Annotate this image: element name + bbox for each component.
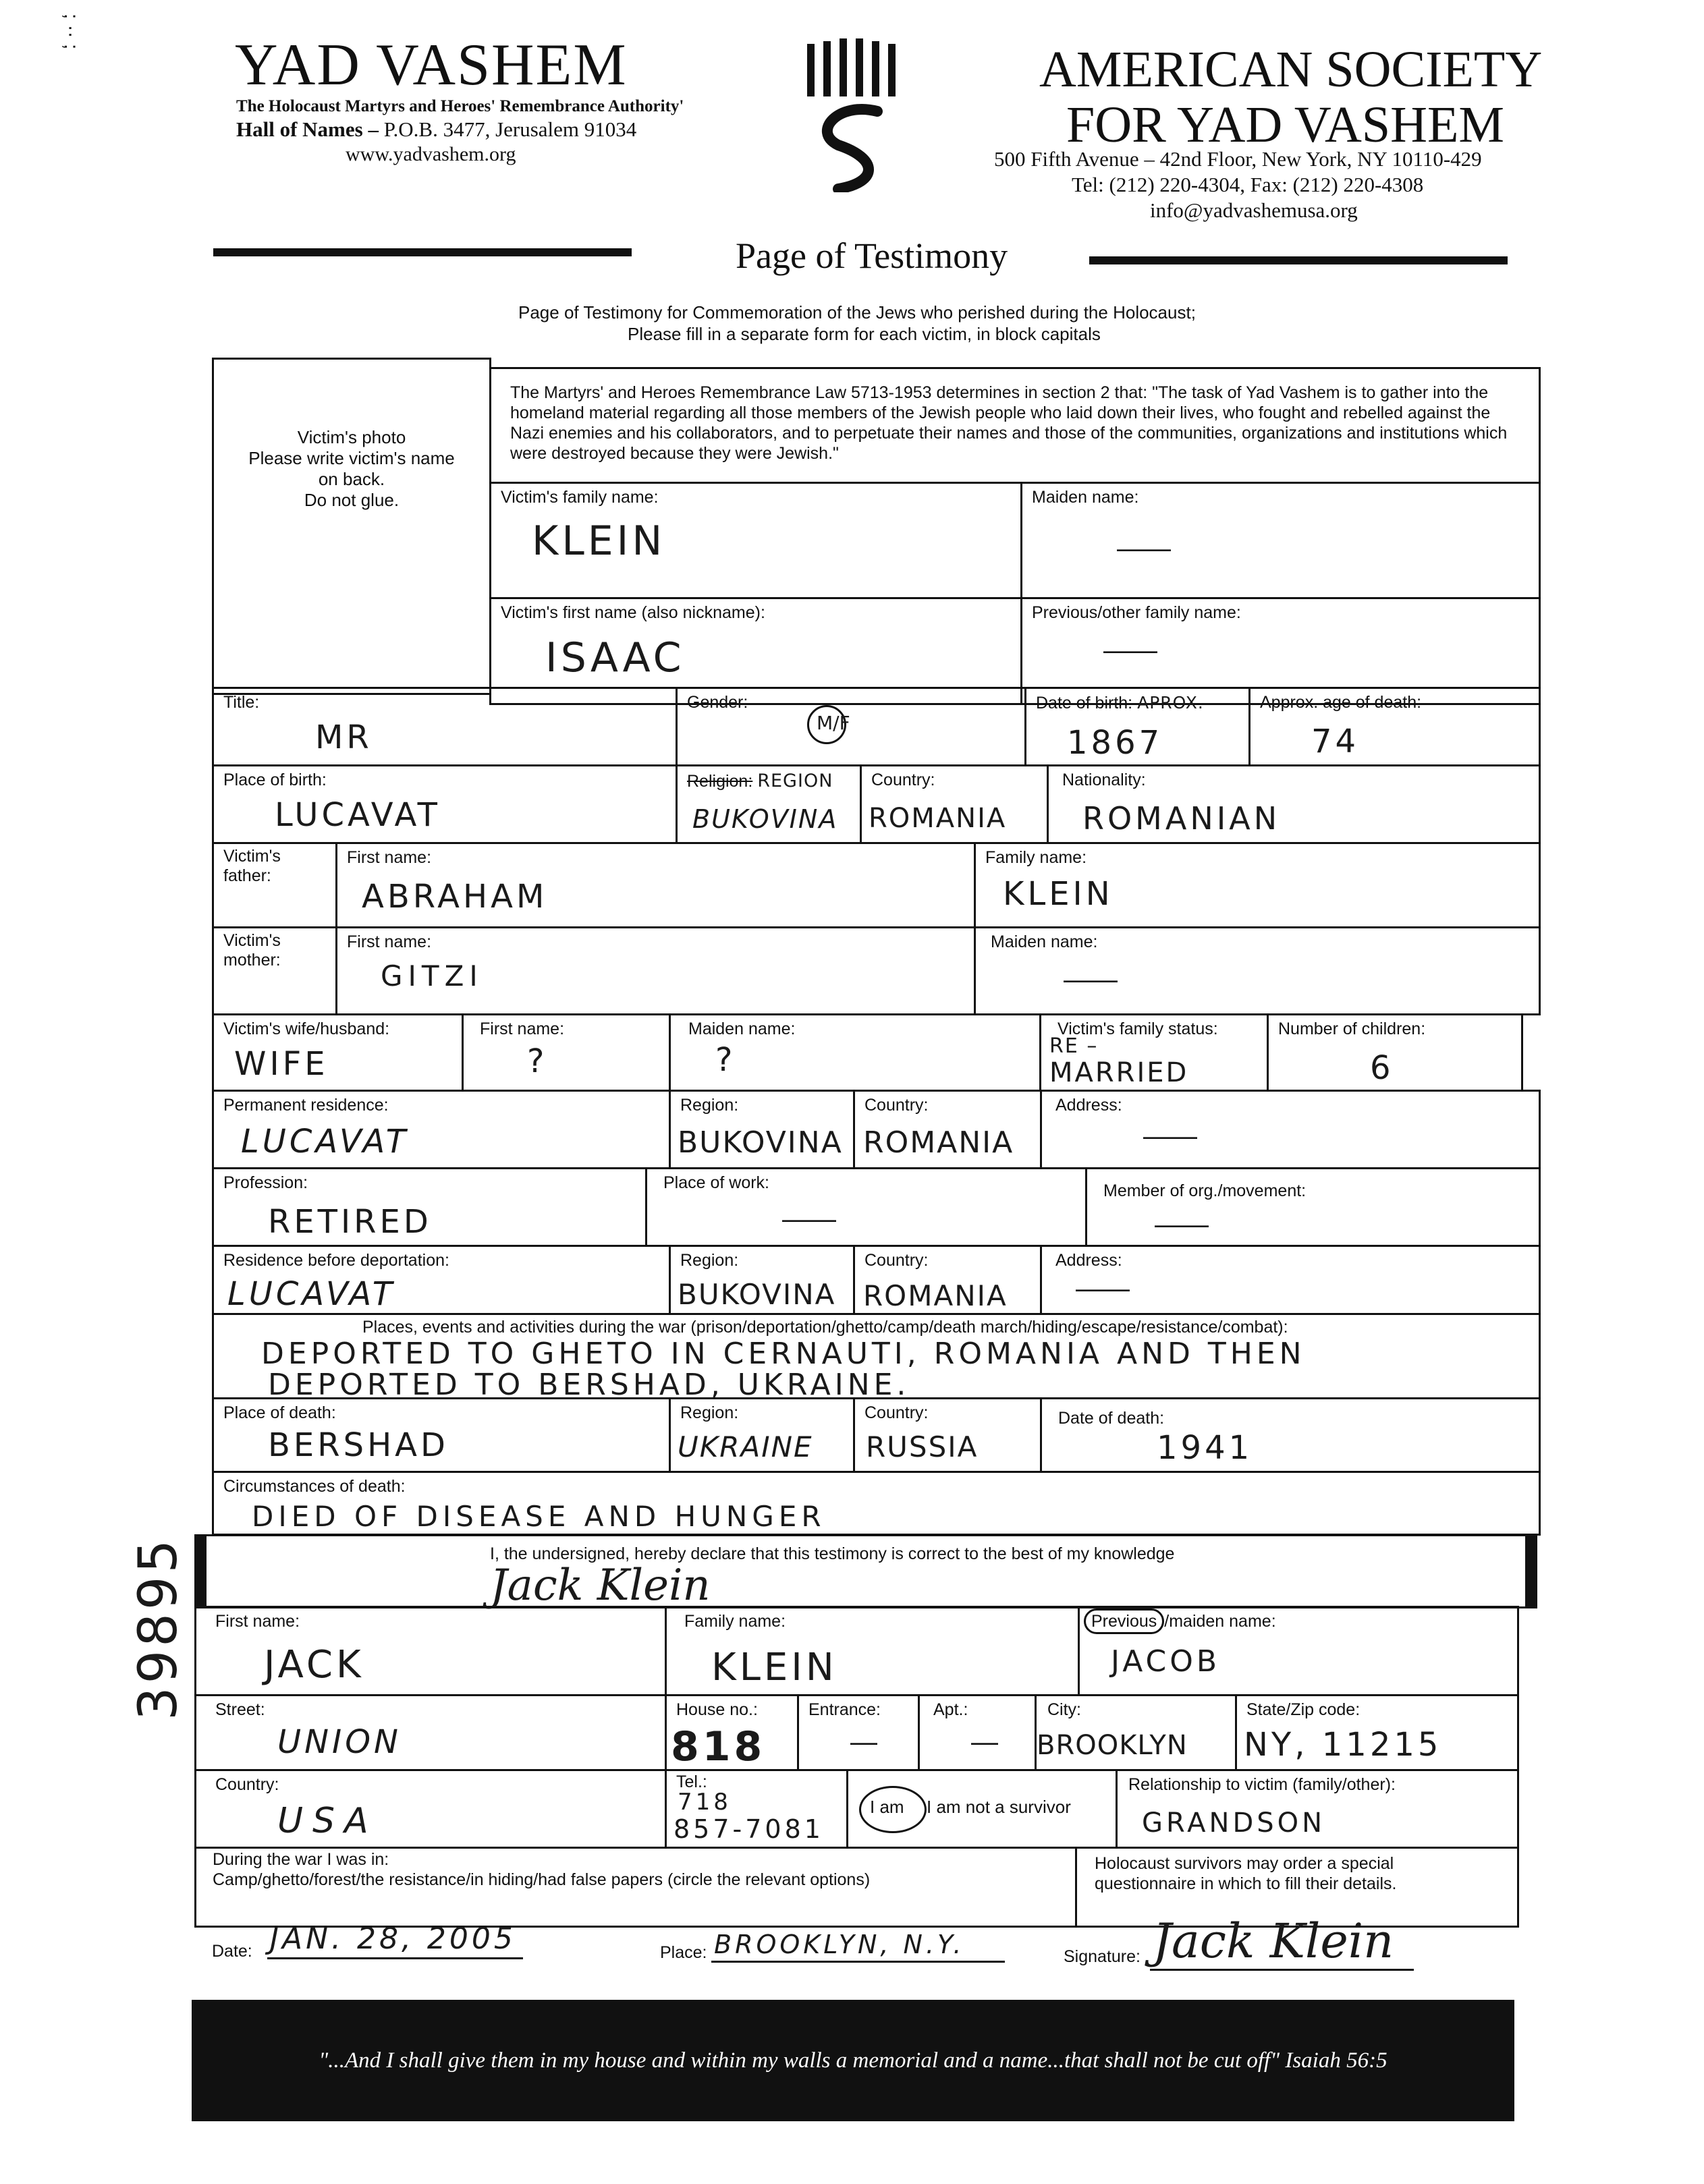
date-of-death-value: 1941	[1157, 1429, 1253, 1467]
death-region-value: UKRAINE	[678, 1430, 813, 1463]
previous-circled-word: Previous	[1084, 1608, 1164, 1634]
mother-label-cell	[212, 926, 337, 1015]
death-country-value: RUSSIA	[866, 1430, 979, 1463]
house-number-value: 818	[671, 1723, 766, 1770]
residence-before-deportation-value: LUCAVAT	[227, 1275, 396, 1313]
residence-before-deportation-field[interactable]	[212, 1245, 671, 1315]
member-of-org-label: Member of org./movement:	[1103, 1181, 1307, 1200]
mother-label	[223, 931, 281, 970]
left-website: www.yadvashem.org	[346, 143, 516, 165]
deportation-address-label: Address:	[1055, 1251, 1122, 1270]
mother-maiden-name-label: Maiden name:	[991, 932, 1098, 951]
residence-region-label: Region:	[680, 1096, 739, 1115]
mother-first-name-value: GITZI	[381, 959, 483, 992]
quote-banner	[192, 2000, 1514, 2121]
victim-family-name-field[interactable]	[489, 482, 1022, 599]
wartime-location-field[interactable]	[194, 1847, 1077, 1928]
submitter-first-name-label: First name:	[215, 1612, 300, 1631]
father-family-name-field[interactable]	[974, 842, 1541, 928]
mother-label-line-2: mother:	[223, 951, 281, 970]
nationality-value: ROMANIAN	[1082, 800, 1281, 837]
city-value: BROOKLYN	[1037, 1730, 1188, 1761]
place-of-work-field[interactable]	[645, 1167, 1087, 1247]
nationality-field[interactable]	[1047, 764, 1541, 844]
previous-family-name-value: ——	[1103, 636, 1157, 665]
victim-first-name-value: ISAAC	[545, 634, 685, 681]
submitter-country-field[interactable]	[194, 1769, 667, 1849]
deportation-country-label: Country:	[864, 1251, 929, 1270]
number-of-children-value: 6	[1370, 1049, 1394, 1087]
state-zip-label: State/Zip code:	[1246, 1700, 1361, 1719]
date-label: Date:	[212, 1942, 252, 1961]
spouse-maiden-name-field[interactable]	[669, 1013, 1041, 1092]
profession-label: Profession:	[223, 1173, 308, 1192]
father-family-name-value: KLEIN	[1003, 875, 1114, 913]
previous-family-name-label: Previous/other family name:	[1032, 603, 1241, 622]
wartime-location-label-2: Camp/ghetto/forest/the resistance/in hiding/had false papers (circle the relevant options)	[213, 1870, 871, 1889]
religion-label-struck: Religion:	[687, 772, 753, 791]
age-of-death-label: Approx. age of death:	[1260, 693, 1422, 712]
house-number-label: House no.:	[676, 1700, 758, 1719]
mother-maiden-name-field[interactable]	[974, 926, 1541, 1015]
street-field[interactable]	[194, 1694, 667, 1771]
region-of-birth-field[interactable]	[676, 764, 862, 844]
date-of-death-label: Date of death:	[1058, 1409, 1165, 1428]
place-of-birth-value: LUCAVAT	[275, 796, 441, 834]
spouse-field[interactable]	[212, 1013, 464, 1092]
death-region-label: Region:	[680, 1403, 739, 1422]
circumstances-label: Circumstances of death:	[223, 1477, 406, 1496]
maiden-name-label: Maiden name:	[1032, 488, 1139, 507]
spouse-first-name-value: ?	[527, 1042, 548, 1080]
entrance-value: —	[850, 1727, 877, 1757]
region-label-added: REGION	[757, 771, 833, 791]
telephone-label: Tel.:	[676, 1772, 707, 1791]
permanent-residence-field[interactable]	[212, 1090, 671, 1169]
country-of-birth-field[interactable]	[860, 764, 1049, 844]
residence-region-value: BUKOVINA	[678, 1125, 843, 1160]
date-of-birth-field[interactable]	[1024, 687, 1250, 766]
mother-first-name-label: First name:	[347, 932, 432, 951]
apartment-label: Apt.:	[933, 1700, 968, 1719]
residence-country-value: ROMANIA	[863, 1125, 1014, 1160]
mother-label-line-1: Victim's	[223, 931, 281, 950]
death-region-field[interactable]	[669, 1397, 855, 1473]
submitter-country-value: USA	[277, 1801, 378, 1841]
deportation-region-field[interactable]	[669, 1245, 855, 1315]
submitter-family-name-field[interactable]	[665, 1606, 1080, 1696]
dob-value: 1867	[1067, 724, 1163, 762]
deportation-region-value: BUKOVINA	[678, 1278, 836, 1311]
wartime-location-label-1: During the war I was in:	[213, 1850, 389, 1869]
photo-line-2: Please write victim's name	[248, 448, 455, 468]
age-of-death-field[interactable]	[1248, 687, 1541, 766]
father-label-line-2: father:	[223, 866, 271, 885]
place-of-death-value: BERSHAD	[268, 1426, 449, 1464]
place-of-death-field[interactable]	[212, 1397, 671, 1473]
spouse-label: Victim's wife/husband:	[223, 1019, 390, 1038]
residence-before-deportation-label: Residence before deportation:	[223, 1251, 449, 1270]
place-of-birth-label: Place of birth:	[223, 771, 327, 789]
permanent-residence-label: Permanent residence:	[223, 1096, 389, 1115]
state-zip-value: NY, 11215	[1244, 1726, 1442, 1764]
declaration-text: I, the undersigned, hereby declare that this testimony is correct to the best of my knowledge	[490, 1544, 1175, 1563]
apartment-field[interactable]	[918, 1694, 1037, 1771]
father-label	[223, 847, 281, 886]
survivor-status-field[interactable]	[846, 1769, 1118, 1849]
maiden-name-word: /maiden name:	[1164, 1612, 1276, 1631]
residence-address-label: Address:	[1055, 1096, 1122, 1115]
age-of-death-value: 74	[1311, 723, 1360, 760]
dob-label-text: Date of birth:	[1036, 694, 1133, 712]
margin-marks: ; ·· ;	[60, 13, 82, 50]
survivor-not-label[interactable]: I am not a survivor	[927, 1797, 1071, 1817]
gender-value: M/F	[817, 712, 850, 734]
photo-line-1: Victim's photo	[297, 427, 406, 447]
submitter-first-name-field[interactable]	[194, 1606, 667, 1696]
submitter-family-name-label: Family name:	[684, 1612, 786, 1631]
circumstances-of-death-field[interactable]	[212, 1471, 1541, 1536]
war-activities-label: Places, events and activities during the war (prison/deportation/ghetto/camp/death march/hiding/escape/resistance/combat):	[362, 1318, 1288, 1337]
place-value[interactable]: BROOKLYN, N.Y.	[711, 1930, 1005, 1963]
mother-first-name-field[interactable]	[335, 926, 976, 1015]
father-family-name-label: Family name:	[985, 848, 1087, 867]
residence-address-field[interactable]	[1040, 1090, 1541, 1169]
hall-of-names-bold: Hall of Names –	[236, 117, 379, 141]
signature-label: Signature:	[1064, 1947, 1140, 1966]
victim-family-name-label: Victim's family name:	[501, 488, 659, 507]
submitter-family-name-value: KLEIN	[711, 1646, 837, 1689]
deportation-region-label: Region:	[680, 1251, 739, 1270]
right-telephone: Tel: (212) 220-4304, Fax: (212) 220-4308	[1072, 173, 1424, 196]
date-value[interactable]: JAN. 28, 2005	[267, 1922, 523, 1959]
relationship-value: GRANDSON	[1142, 1808, 1326, 1839]
father-label-cell	[212, 842, 337, 928]
apartment-value: —	[971, 1727, 998, 1757]
title-value: MR	[315, 719, 373, 756]
place-of-death-label: Place of death:	[223, 1403, 336, 1422]
residence-country-field[interactable]	[853, 1090, 1042, 1169]
death-country-field[interactable]	[853, 1397, 1042, 1473]
submitter-country-label: Country:	[215, 1775, 279, 1794]
gender-label: Gender:	[687, 693, 748, 712]
place-of-work-label: Place of work:	[663, 1173, 770, 1192]
city-label: City:	[1047, 1700, 1081, 1719]
telephone-field[interactable]	[665, 1769, 848, 1849]
right-title-1: AMERICAN SOCIETY	[1039, 41, 1543, 98]
title-field[interactable]	[212, 687, 678, 766]
right-title-2: FOR YAD VASHEM	[1066, 96, 1505, 153]
father-first-name-field[interactable]	[335, 842, 976, 928]
questionnaire-line-1: Holocaust survivors may order a special	[1095, 1854, 1394, 1873]
war-activities-field[interactable]	[212, 1313, 1541, 1402]
circumstances-value: DIED OF DISEASE AND HUNGER	[252, 1500, 826, 1533]
quote-text: "...And I shall give them in my house and within my walls a memorial and a name...that shall not be cut off" Isaiah 56:5	[319, 2048, 1387, 2073]
city-field[interactable]	[1035, 1694, 1237, 1771]
residence-region-field[interactable]	[669, 1090, 855, 1169]
father-label-line-1: Victim's	[223, 847, 281, 866]
member-of-org-value: ——	[1155, 1210, 1209, 1239]
submitter-previous-name-value: JACOB	[1111, 1644, 1221, 1679]
victim-family-name-value: KLEIN	[532, 517, 666, 565]
declaration-signature: Jack Klein	[490, 1561, 711, 1611]
instructions-line-2: Please fill in a separate form for each victim, in block capitals	[628, 324, 1101, 344]
dob-label	[1036, 693, 1204, 713]
maiden-name-value: ——	[1117, 534, 1171, 563]
left-subtitle: The Holocaust Martyrs and Heroes' Remembrance Authority'	[236, 97, 684, 115]
declaration-box[interactable]	[194, 1534, 1537, 1611]
spouse-maiden-name-value: ?	[715, 1041, 736, 1079]
profession-value: RETIRED	[268, 1203, 432, 1241]
place-label: Place:	[660, 1943, 707, 1962]
dob-note: APROX.	[1137, 693, 1204, 712]
mother-maiden-name-value: ——	[1064, 965, 1118, 995]
maiden-name-field[interactable]	[1020, 482, 1541, 599]
family-status-note: RE –	[1049, 1034, 1099, 1058]
law-text: The Martyrs' and Heroes Remembrance Law 5713-1953 determines in section 2 that: "The task of Yad Vashem is to gather into the homeland material regarding all those members of the Jewish people who laid down their lives, who fought and rebelled against the Nazi enemies and his collaborators, and to perpetuate their names and those of the communities, organizations and institutions which were destroyed because they were Jewish."	[510, 383, 1508, 463]
right-address: 500 Fifth Avenue – 42nd Floor, New York, NY 10110-429	[994, 147, 1482, 171]
spouse-first-name-field[interactable]	[462, 1013, 671, 1092]
spouse-first-name-label: First name:	[480, 1019, 565, 1038]
law-text-box	[489, 367, 1541, 484]
house-number-field[interactable]	[665, 1694, 799, 1771]
photo-line-3: on back.	[318, 469, 385, 489]
war-activities-line-1: DEPORTED TO GHETO IN CERNAUTI, ROMANIA AND THEN	[261, 1337, 1306, 1371]
relationship-label: Relationship to victim (family/other):	[1128, 1775, 1396, 1794]
hall-of-names-address: P.O.B. 3477, Jerusalem 91034	[378, 117, 637, 141]
nationality-label: Nationality:	[1062, 771, 1146, 789]
survivor-i-am-label: I am	[870, 1797, 904, 1817]
right-email: info@yadvashemusa.org	[1150, 198, 1358, 222]
page-title: Page of Testimony	[736, 235, 1008, 276]
spouse-maiden-name-label: Maiden name:	[688, 1019, 796, 1038]
submitter-previous-name-field[interactable]	[1078, 1606, 1519, 1696]
residence-country-label: Country:	[864, 1096, 929, 1115]
telephone-number: 857-7081	[674, 1814, 824, 1844]
region-of-birth-value: BUKOVINA	[692, 804, 838, 834]
number-of-children-field[interactable]	[1267, 1013, 1523, 1092]
deportation-address-value: ——	[1076, 1274, 1130, 1304]
family-status-field[interactable]	[1039, 1013, 1269, 1092]
gender-field[interactable]	[676, 687, 1026, 766]
father-first-name-value: ABRAHAM	[362, 878, 548, 916]
permanent-residence-value: LUCAVAT	[241, 1123, 410, 1160]
victim-first-name-label: Victim's first name (also nickname):	[501, 603, 765, 622]
country-of-birth-value: ROMANIA	[869, 803, 1007, 834]
left-title: YAD VASHEM	[235, 32, 628, 98]
state-zip-field[interactable]	[1235, 1694, 1519, 1771]
member-of-org-field[interactable]	[1085, 1167, 1541, 1247]
entrance-field[interactable]	[797, 1694, 920, 1771]
family-status-label: Victim's family status:	[1057, 1019, 1218, 1038]
relationship-field[interactable]	[1116, 1769, 1519, 1849]
residence-address-value: ——	[1143, 1121, 1197, 1151]
death-country-label: Country:	[864, 1403, 929, 1422]
street-value: UNION	[277, 1723, 402, 1761]
photo-line-4: Do not glue.	[304, 490, 400, 510]
place-of-birth-field[interactable]	[212, 764, 678, 844]
family-status-value: MARRIED	[1049, 1057, 1189, 1088]
telephone-area-code: 718	[678, 1789, 732, 1816]
deportation-address-field[interactable]	[1040, 1245, 1541, 1315]
region-of-birth-label	[687, 771, 833, 791]
number-of-children-label: Number of children:	[1278, 1019, 1426, 1038]
deportation-country-value: ROMANIA	[863, 1279, 1008, 1312]
date-of-death-field[interactable]	[1040, 1397, 1541, 1473]
side-number: 39895	[128, 1536, 189, 1720]
submitter-first-name-value: JACK	[264, 1643, 364, 1687]
spouse-value: WIFE	[234, 1045, 329, 1083]
entrance-label: Entrance:	[808, 1700, 881, 1719]
profession-field[interactable]	[212, 1167, 647, 1247]
questionnaire-line-2: questionnaire in which to fill their details.	[1095, 1874, 1397, 1893]
deportation-country-field[interactable]	[853, 1245, 1042, 1315]
war-activities-line-2: DEPORTED TO BERSHAD, UKRAINE.	[268, 1368, 910, 1402]
instructions-line-1: Page of Testimony for Commemoration of the Jews who perished during the Holocaust;	[518, 302, 1196, 323]
street-label: Street:	[215, 1700, 265, 1719]
photo-box[interactable]	[212, 358, 491, 695]
submitter-previous-name-label	[1084, 1612, 1276, 1631]
photo-instructions	[214, 427, 489, 511]
country-of-birth-label: Country:	[871, 771, 935, 789]
title-label: Title:	[223, 693, 260, 712]
place-of-work-value: ——	[782, 1204, 836, 1234]
signature-value[interactable]: Jack Klein	[1150, 1913, 1414, 1971]
father-first-name-label: First name:	[347, 848, 432, 867]
